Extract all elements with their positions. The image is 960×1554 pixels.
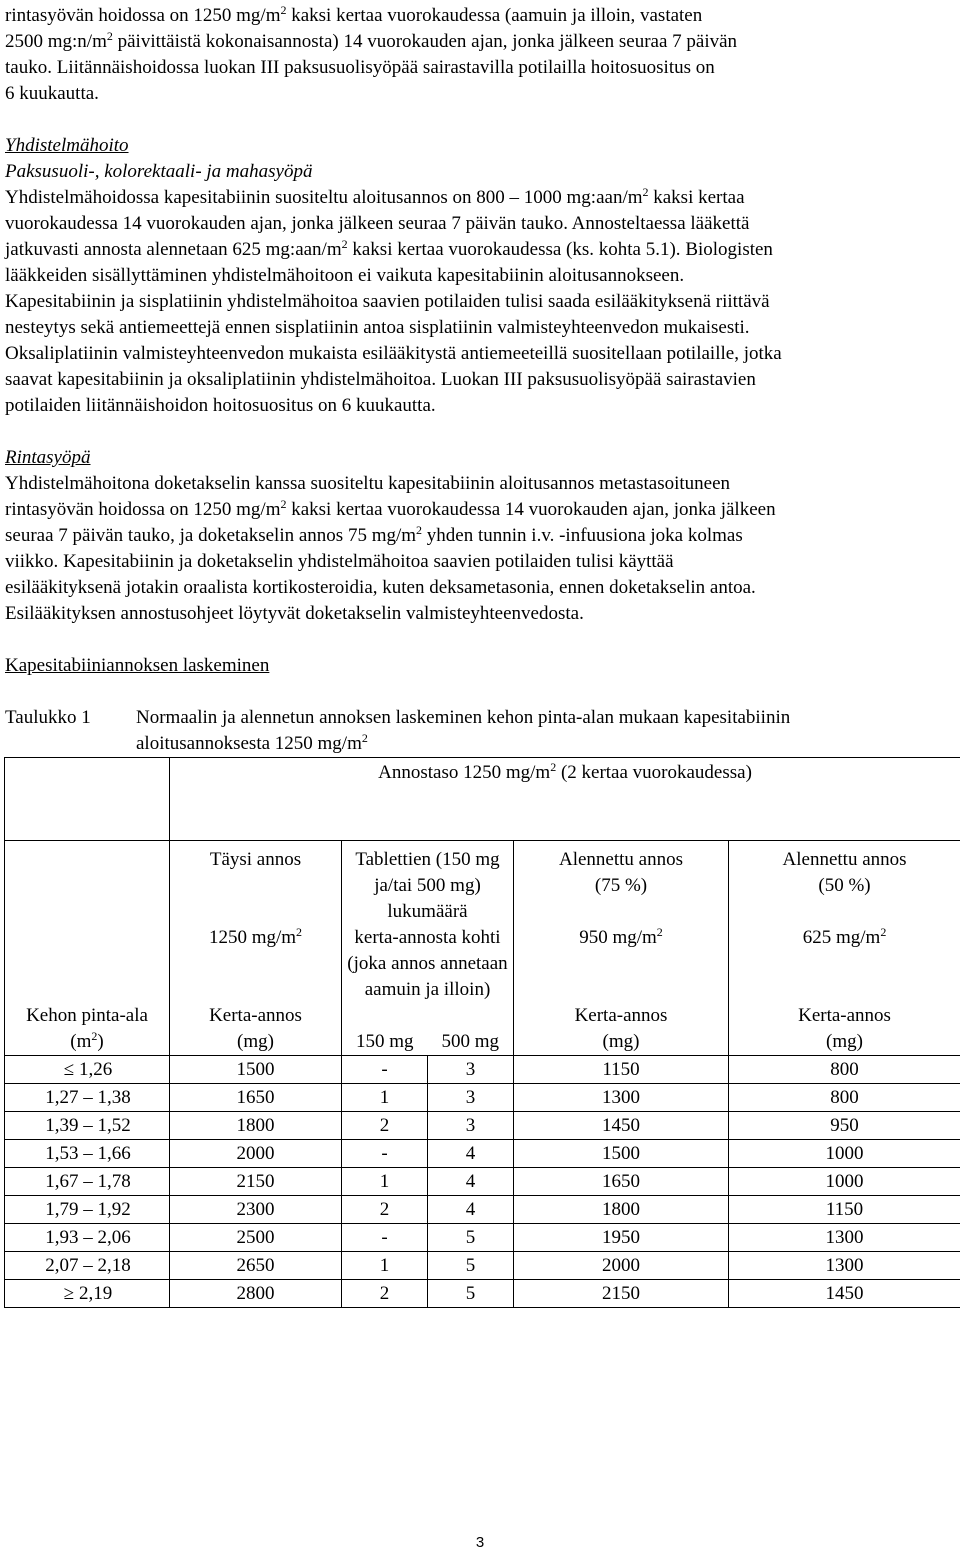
table-row [5, 1224, 960, 1252]
reduced-75-cell: 1450 [514, 1112, 729, 1140]
tablet-150-cell: 2 [342, 1112, 428, 1140]
tablet-150-cell: - [342, 1224, 428, 1252]
reduced-75-header: Alennettu annos (75 %) 950 $mg/m^2$ [514, 841, 729, 1004]
reduced-50-cell: 1000 [729, 1168, 960, 1196]
reduced-75-cell: 1300 [514, 1084, 729, 1112]
table-label: Taulukko 1 [5, 707, 91, 728]
tablet-150-cell: 2 [342, 1280, 428, 1308]
reduced-75-cell: 1800 [514, 1196, 729, 1224]
full-dose-header: Täysi annos 1250 $mg/m^2$ [170, 841, 342, 1004]
table-unit-header-row [5, 1003, 960, 1056]
tablet-500-cell: 3 [428, 1056, 514, 1084]
full-dose-cell: 1650 [170, 1084, 342, 1112]
breast-cancer-section: Rintasyöpä Yhdistelmähoitona doketakselin kanssa suositeltu kapesitabiinin aloitusannos metastasoituneen rintasyövän hoidossa on 1250 $mg/m^2$ kaksi kertaa vuorokaudessa 14 vuorokauden ajan, jonka jälkeen seuraa 7 päivän tauko, ja doketakselin annos 75 $mg/m^2$ yhden tunnin i.v. -infuusiona joka kolmas viikko. Kapesitabiinin ja doketakselin yhdistelmähoitoa saavien potilaiden tulisi käyttää esilääkityksenä jotakin oraalista kortikosteroidia, kuten deksametasonia, ennen doketakselin antoa. Esilääkityksen annostusohjeet löytyvät doketakselin valmisteyhteenvedosta. [5, 445, 955, 627]
breast-cancer-heading: Rintasyöpä [5, 447, 91, 468]
tablet-150-header: 150 mg [342, 1003, 428, 1056]
tablet-150-cell: 1 [342, 1168, 428, 1196]
bsa-cell: ≥ 2,19 [5, 1280, 170, 1308]
reduced-75-cell: 2000 [514, 1252, 729, 1280]
reduced-75-cell: 2150 [514, 1280, 729, 1308]
tablet-500-header: 500 mg [428, 1003, 514, 1056]
reduced-50-cell: 800 [729, 1056, 960, 1084]
reduced-75-cell: 1650 [514, 1168, 729, 1196]
bsa-cell: 1,79 – 1,92 [5, 1196, 170, 1224]
reduced-50-cell: 1300 [729, 1224, 960, 1252]
reduced-50-cell: 950 [729, 1112, 960, 1140]
dose-calculation-heading: Kapesitabiiniannoksen laskeminen [5, 655, 270, 676]
table-column-header-row [5, 841, 960, 1004]
table-row [5, 1196, 960, 1224]
reduced-50-cell: 1000 [729, 1140, 960, 1168]
tablet-150-cell: 1 [342, 1084, 428, 1112]
reduced-75-unit-header: Kerta-annos (mg) [514, 1003, 729, 1056]
combination-subheading: Paksusuoli-, kolorektaali- ja mahasyöpä [5, 161, 313, 182]
full-dose-cell: 2150 [170, 1168, 342, 1196]
table-row [5, 1056, 960, 1084]
dose-level-header: Annostaso 1250 $mg/m^2$ (2 kertaa vuorokaudessa) [170, 758, 960, 841]
full-dose-cell: 2000 [170, 1140, 342, 1168]
bsa-header: Kehon pinta-ala $(m^2)$ [5, 1003, 170, 1056]
reduced-50-cell: 1450 [729, 1280, 960, 1308]
table-caption: Taulukko 1 Normaalin ja alennetun annoksen laskeminen kehon pinta-alan mukaan kapesitabiinin aloitusannoksesta 1250 $mg/m^2$ [5, 705, 955, 757]
table-row [5, 1084, 960, 1112]
bsa-cell: 1,67 – 1,78 [5, 1168, 170, 1196]
tablet-500-cell: 4 [428, 1168, 514, 1196]
tablet-500-cell: 5 [428, 1280, 514, 1308]
tablet-150-cell: - [342, 1056, 428, 1084]
table-row [5, 1168, 960, 1196]
full-dose-unit-header: Kerta-annos (mg) [170, 1003, 342, 1056]
table-row [5, 1140, 960, 1168]
table-row [5, 1252, 960, 1280]
document-page [5, 3, 955, 1308]
full-dose-cell: 2300 [170, 1196, 342, 1224]
table-top-header-row [5, 758, 960, 841]
bsa-cell: 2,07 – 2,18 [5, 1252, 170, 1280]
reduced-75-cell: 1950 [514, 1224, 729, 1252]
table-row [5, 1280, 960, 1308]
reduced-75-cell: 1150 [514, 1056, 729, 1084]
bsa-cell: 1,39 – 1,52 [5, 1112, 170, 1140]
tablet-500-cell: 5 [428, 1252, 514, 1280]
reduced-50-cell: 1150 [729, 1196, 960, 1224]
tablet-150-cell: 2 [342, 1196, 428, 1224]
full-dose-cell: 1500 [170, 1056, 342, 1084]
bsa-cell: 1,93 – 2,06 [5, 1224, 170, 1252]
tablet-500-cell: 4 [428, 1196, 514, 1224]
reduced-75-cell: 1500 [514, 1140, 729, 1168]
reduced-50-cell: 800 [729, 1084, 960, 1112]
full-dose-cell: 2650 [170, 1252, 342, 1280]
intro-paragraph: rintasyövän hoidossa on 1250 $mg/m^2$ kaksi kertaa vuorokaudessa (aamuin ja illoin, vastaten 2500 $mg:n/m^2$ päivittäistä kokonaisannosta) 14 vuorokauden ajan, jonka jälkeen seuraa 7 päivän tauko. Liitännäishoidossa luokan III paksusuolisyöpää sairastavilla potilailla hoitosuositus on 6 kuukautta. [5, 3, 738, 104]
tablet-150-cell: - [342, 1140, 428, 1168]
tablet-500-cell: 3 [428, 1084, 514, 1112]
combination-heading: Yhdistelmähoito [5, 135, 129, 156]
tablet-500-cell: 5 [428, 1224, 514, 1252]
full-dose-cell: 1800 [170, 1112, 342, 1140]
full-dose-cell: 2500 [170, 1224, 342, 1252]
tablet-150-cell: 1 [342, 1252, 428, 1280]
table-row [5, 1112, 960, 1140]
bsa-cell: 1,53 – 1,66 [5, 1140, 170, 1168]
full-dose-cell: 2800 [170, 1280, 342, 1308]
tablet-500-cell: 3 [428, 1112, 514, 1140]
page-number: 3 [475, 1534, 485, 1551]
reduced-50-unit-header: Kerta-annos (mg) [729, 1003, 960, 1056]
tablets-count-header: Tablettien (150 mg ja/tai 500 mg) lukumäärä kerta-annosta kohti (joka annos annetaan aamuin ja illoin) [342, 841, 514, 1004]
bsa-cell: 1,27 – 1,38 [5, 1084, 170, 1112]
combination-section: Yhdistelmähoito Paksusuoli-, kolorektaali- ja mahasyöpä Yhdistelmähoidossa kapesitabiinin suositeltu aloitusannos on 800 – 1000 $mg:aan/m^2$ kaksi kertaa vuorokaudessa 14 vuorokauden ajan, jonka jälkeen seuraa 7 päivän tauko. Annosteltaessa lääkettä jatkuvasti annosta alennetaan 625 $mg:aan/m^2$ kaksi kertaa vuorokaudessa (ks. kohta 5.1). Biologisten lääkkeiden sisällyttäminen yhdistelmähoitoon ei vaikuta kapesitabiinin aloitusannokseen. Kapesitabiinin ja sisplatiinin yhdistelmähoitoa saavien potilaiden tulisi saada esilääkityksenä riittävä nesteytys sekä antiemeettejä ennen sisplatiinin antoa sisplatiinin valmisteyhteenvedon mukaisesti. Oksaliplatiinin valmisteyhteenvedon mukaista esilääkitystä antiemeeteillä suositellaan potilaille, jotka saavat kapesitabiinin ja oksaliplatiinin yhdistelmähoitoa. Luokan III paksusuolisyöpää sairastavien potilaiden liitännäishoidon hoitosuositus on 6 kuukautta. [5, 133, 955, 419]
reduced-50-header: Alennettu annos (50 %) 625 $mg/m^2$ [729, 841, 960, 1004]
bsa-cell: ≤ 1,26 [5, 1056, 170, 1084]
tablet-500-cell: 4 [428, 1140, 514, 1168]
dose-table [4, 757, 960, 1308]
reduced-50-cell: 1300 [729, 1252, 960, 1280]
